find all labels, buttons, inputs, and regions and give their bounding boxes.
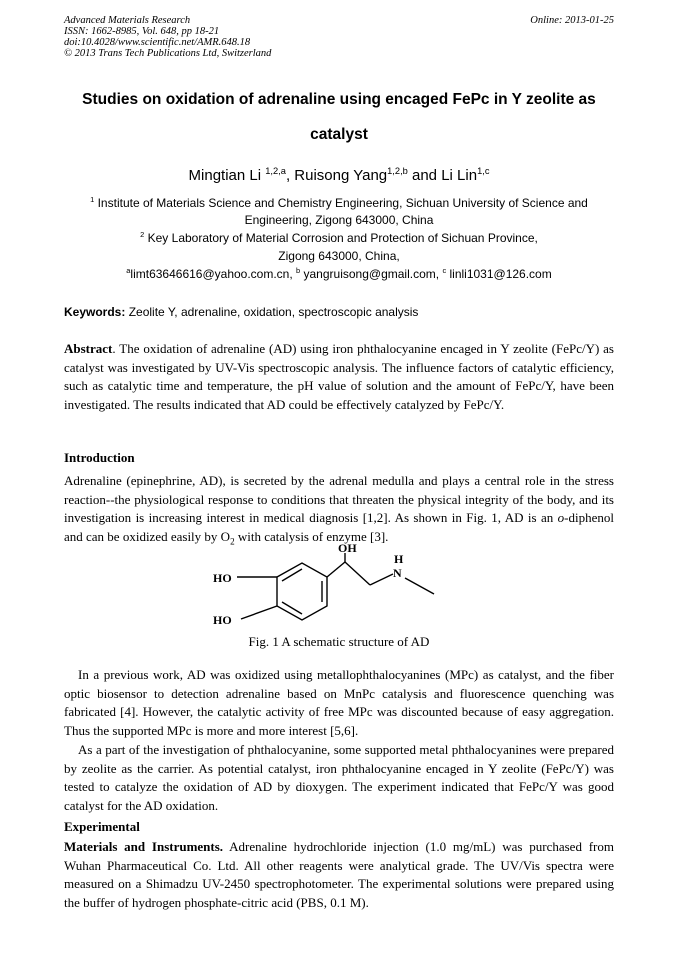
author-separator: ,: [285, 167, 295, 184]
materials-paragraph: [64, 838, 614, 912]
abstract-text: . The oxidation of adrenaline (AD) using iron phthalocyanine encaged in Y zeolite (FePc/Y) as catalyst was investigated by UV-Vis spectroscopic analysis. The influence factors of catalytic efficiency, such as catalytic time and temperature, the pH value of solution and the amount of FePc/Y, have been investigated. The results indicated that AD could be effectively catalyzed by FePc/Y.: [64, 341, 614, 412]
intro-paragraph-2: In a previous work, AD was oxidized using metallophthalocyanines (MPc) as catalyst, and the fiber optic biosensor to detection adrenaline based on MnPc catalysis and fluorescence quenching was fabricated [4]. However, the catalytic activity of free MPc was discounted because of easy aggregation. Thus the supported MPc is more and more interest [5,6].: [64, 667, 614, 738]
molecule-bonds: [237, 553, 434, 620]
introduction-heading: Introduction: [64, 450, 135, 465]
affiliation-text: Institute of Materials Science and Chemistry Engineering, Sichuan University of Science and: [94, 196, 588, 210]
affiliation-2-line-2: Zigong 643000, China,: [278, 249, 400, 263]
author-superscript: 1,c: [477, 166, 490, 176]
benzene-ring: [277, 563, 327, 620]
paper-title-line-1: Studies on oxidation of adrenaline using encaged FePc in Y zeolite as: [82, 91, 596, 108]
author-superscript: 1,2,a: [265, 166, 286, 176]
copyright-line: © 2013 Trans Tech Publications Ltd, Switzerland: [64, 48, 272, 59]
side-chain-bond: [345, 562, 370, 585]
paper-title-line-2: catalyst: [310, 126, 368, 143]
aromatic-double-bond: [282, 602, 302, 614]
aromatic-double-bond: [282, 569, 302, 581]
abstract-label: Abstract: [64, 341, 113, 356]
affiliation-2: [64, 230, 614, 247]
n-label: N: [393, 566, 402, 580]
side-chain-bond: [327, 562, 345, 577]
online-date: Online: 2013-01-25: [530, 15, 614, 26]
author-name: Li Lin: [441, 167, 478, 184]
issn-line: ISSN: 1662-8985, Vol. 648, pp 18-21: [64, 26, 220, 37]
author-superscript: 1,2,b: [387, 166, 408, 176]
text-span: Adrenaline (epinephrine, AD), is secreted by the adrenal medulla and plays a central role in the stress reaction--the physiological response to conditions that threaten the physical integrity of the body, and its investigation is increasing interest in medical diagnosis [1,2]. As shown in Fig. 1, AD is an: [64, 473, 614, 526]
subscript: 2: [230, 536, 235, 547]
hydroxyl-bond: [241, 606, 277, 619]
experimental-heading: Experimental: [64, 819, 140, 834]
figure-1-structure: [205, 540, 445, 635]
methyl-bond: [405, 578, 434, 594]
author-name: Mingtian Li: [188, 167, 262, 184]
email-address: linli1031@126.com: [446, 267, 552, 281]
affiliation-superscript: 2: [140, 230, 145, 239]
email-superscript: c: [442, 266, 447, 275]
italic-text: o: [557, 510, 565, 526]
email-address: limt63646616@yahoo.com.cn,: [130, 267, 293, 281]
journal-header: [64, 15, 271, 59]
oh-label: OH: [338, 541, 357, 555]
keywords: [64, 305, 614, 319]
author-separator: and: [407, 167, 442, 184]
intro-paragraph-3: As a part of the investigation of phthalocyanine, some supported metal phthalocyanines were prepared by zeolite as the carrier. As potential catalyst, iron phthalocyanine encaged in Y zeolite (FePc/Y) was tested to catalyze the oxidation of AD by dioxygen. The experiment indicated that FePc/Y was good catalyst for the AD oxidation.: [64, 742, 614, 813]
ho-lower-label: HO: [213, 613, 232, 627]
journal-name: Advanced Materials Research: [64, 15, 191, 26]
email-list: [64, 266, 614, 283]
h-label: H: [394, 552, 404, 566]
email-superscript: a: [126, 266, 131, 275]
text-span: -diphenol and can be oxidized easily by O: [64, 510, 614, 544]
materials-text: Adrenaline hydrochloride injection (1.0 mg/mL) was purchased from Wuhan Pharmaceutical Co. Ltd. All other reagents were analytical grade. The UV/Vis spectra were measured on a Shimadzu UV-2450 spectrophotometer. The experimental solutions were prepared using the buffer of hydrogen phosphate-citric acid (PBS, 0.1 M).: [64, 839, 614, 910]
author-list: [64, 167, 614, 184]
intro-paragraph-1: [64, 472, 614, 546]
figure-1-caption: Fig. 1 A schematic structure of AD: [248, 634, 430, 649]
doi-line: doi:10.4028/www.scientific.net/AMR.648.18: [64, 37, 251, 48]
email-superscript: b: [296, 266, 301, 275]
keywords-label: Keywords:: [64, 305, 126, 319]
affiliation-superscript: 1: [90, 195, 95, 204]
text-span: with catalysis of enzyme [3].: [234, 528, 389, 544]
affiliation-text: Key Laboratory of Material Corrosion and Protection of Sichuan Province,: [144, 231, 538, 245]
materials-label: Materials and Instruments.: [64, 839, 224, 854]
affiliation-1: [64, 195, 614, 212]
keywords-text: Zeolite Y, adrenaline, oxidation, spectroscopic analysis: [125, 305, 419, 319]
side-chain-bond: [370, 574, 393, 585]
ho-upper-label: HO: [213, 571, 232, 585]
email-address: yangruisong@gmail.com,: [300, 267, 440, 281]
author-name: Ruisong Yang: [294, 167, 388, 184]
affiliation-1-line-2: Engineering, Zigong 643000, China: [244, 213, 434, 227]
adrenaline-structure-diagram: [205, 540, 445, 635]
abstract: [64, 340, 614, 414]
